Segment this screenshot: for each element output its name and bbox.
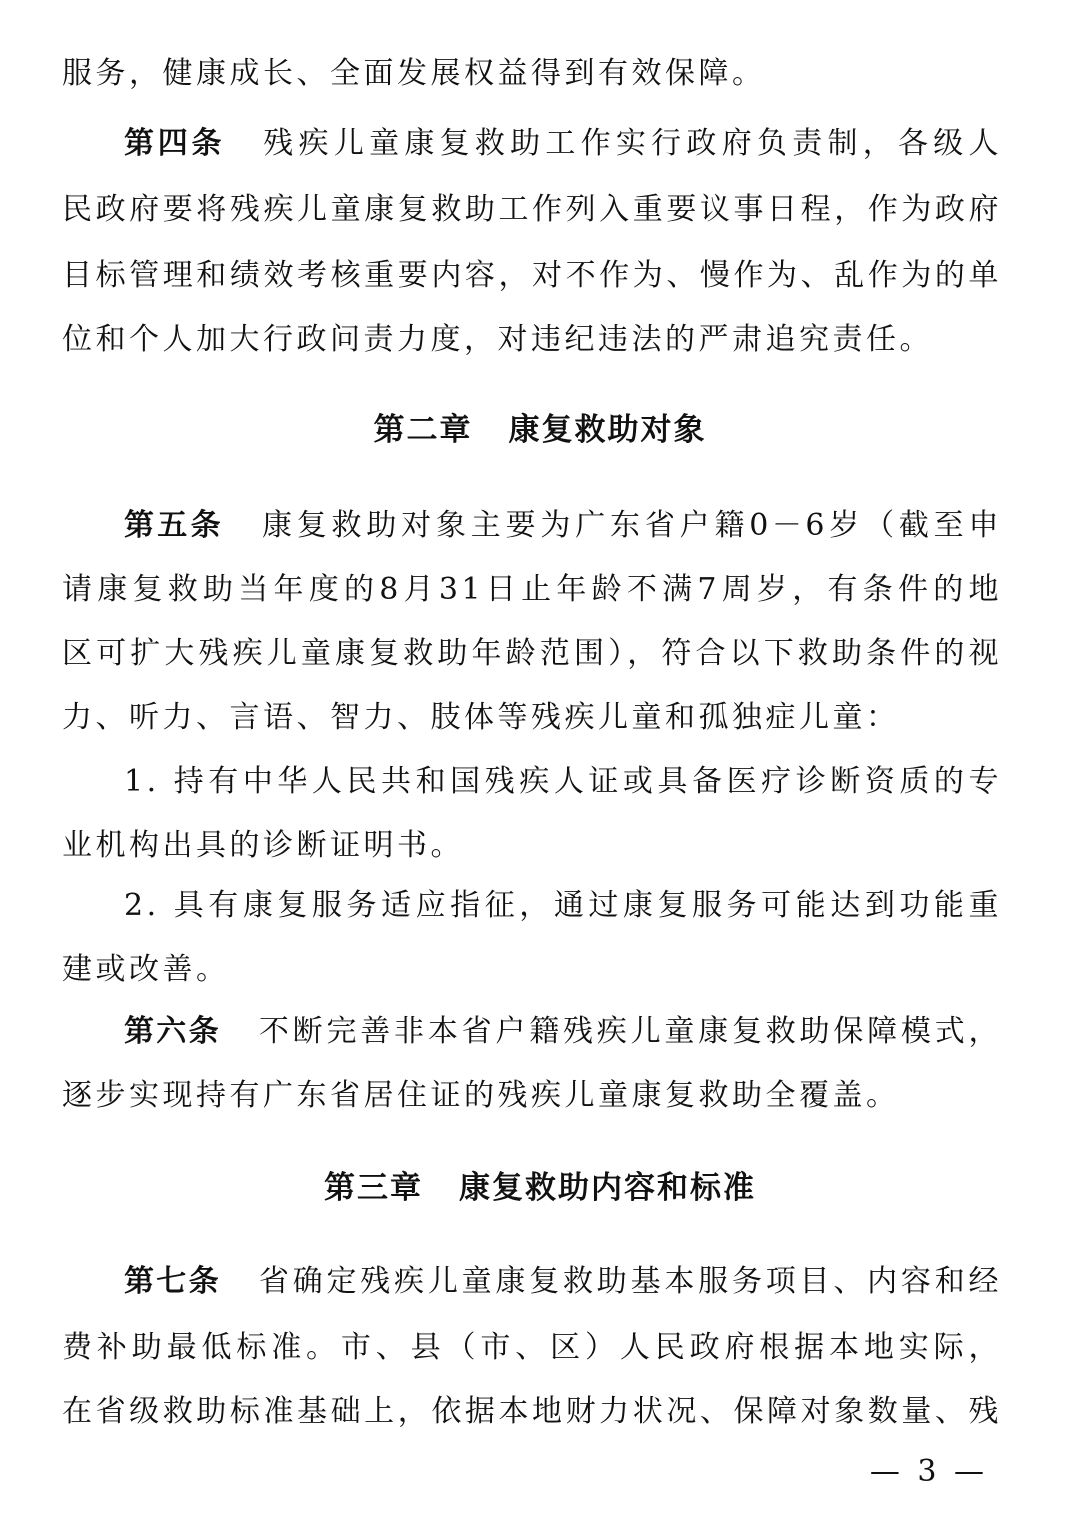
text-line	[62, 826, 1002, 866]
text-line	[62, 698, 1002, 738]
text-line	[62, 634, 1002, 674]
line-text: 1. 持有中华人民共和国残疾人证或具备医疗诊断资质的专	[124, 764, 1002, 799]
line-text: 费补助最低标准。市、县（市、区）人民政府根据本地实际，	[62, 1330, 1002, 1365]
text-line	[62, 1392, 1002, 1432]
line-text: 省确定残疾儿童康复救助基本服务项目、内容和经	[258, 1264, 1002, 1299]
line-text: 位和个人加大行政问责力度，对违纪违法的严肃追究责任。	[62, 322, 933, 357]
chapter-title: 康复救助内容和标准	[459, 1170, 756, 1206]
article-label: 第七条	[124, 1264, 221, 1299]
line-text: 逐步实现持有广东省居住证的残疾儿童康复救助全覆盖。	[62, 1078, 900, 1113]
list-item-1	[124, 762, 1002, 802]
chapter-number: 第二章	[373, 412, 473, 448]
line-text: 业机构出具的诊断证明书。	[62, 828, 464, 863]
line-text: 区可扩大残疾儿童康复救助年龄范围），符合以下救助条件的视	[62, 636, 1002, 671]
text-line	[62, 320, 1002, 360]
line-text: 请康复救助当年度的8月31日止年龄不满7周岁，有条件的地	[62, 572, 1002, 607]
line-text: 2. 具有康复服务适应指征，通过康复服务可能达到功能重	[124, 888, 1002, 923]
chapter-number: 第三章	[324, 1170, 423, 1206]
line-text: 民政府要将残疾儿童康复救助工作列入重要议事日程，作为政府	[62, 192, 1002, 227]
article-6-first-line	[124, 1012, 1002, 1052]
line-text: 服务，健康成长、全面发展权益得到有效保障。	[62, 56, 766, 91]
line-text: 目标管理和绩效考核重要内容，对不作为、慢作为、乱作为的单	[62, 258, 1002, 293]
text-line	[62, 950, 1002, 990]
text-line	[62, 1076, 1002, 1116]
article-label: 第六条	[124, 1014, 221, 1049]
line-text: 残疾儿童康复救助工作实行政府负责制，各级人	[263, 126, 1003, 161]
text-line	[62, 570, 1002, 610]
line-text: 不断完善非本省户籍残疾儿童康复救助保障模式，	[258, 1014, 1002, 1049]
line-text: 建或改善。	[62, 952, 230, 987]
line-text: 在省级救助标准基础上，依据本地财力状况、保障对象数量、残	[62, 1394, 1002, 1429]
chapter-title: 康复救助对象	[508, 412, 707, 448]
article-4-first-line	[124, 124, 1002, 164]
chapter-heading-3	[0, 1168, 1080, 1208]
article-label: 第四条	[124, 126, 226, 161]
article-7-first-line	[124, 1262, 1002, 1302]
article-label: 第五条	[124, 508, 224, 543]
text-line	[62, 1328, 1002, 1368]
page-number: — 3 —	[869, 1454, 988, 1489]
list-item-2	[124, 886, 1002, 926]
line-text: 康复救助对象主要为广东省户籍0－6岁（截至申	[261, 508, 1002, 543]
text-line	[62, 190, 1002, 230]
chapter-heading-2	[0, 410, 1080, 450]
text-line	[62, 54, 1002, 94]
line-text: 力、听力、言语、智力、肢体等残疾儿童和孤独症儿童：	[62, 700, 900, 735]
article-5-first-line	[124, 506, 1002, 546]
text-line	[62, 256, 1002, 296]
